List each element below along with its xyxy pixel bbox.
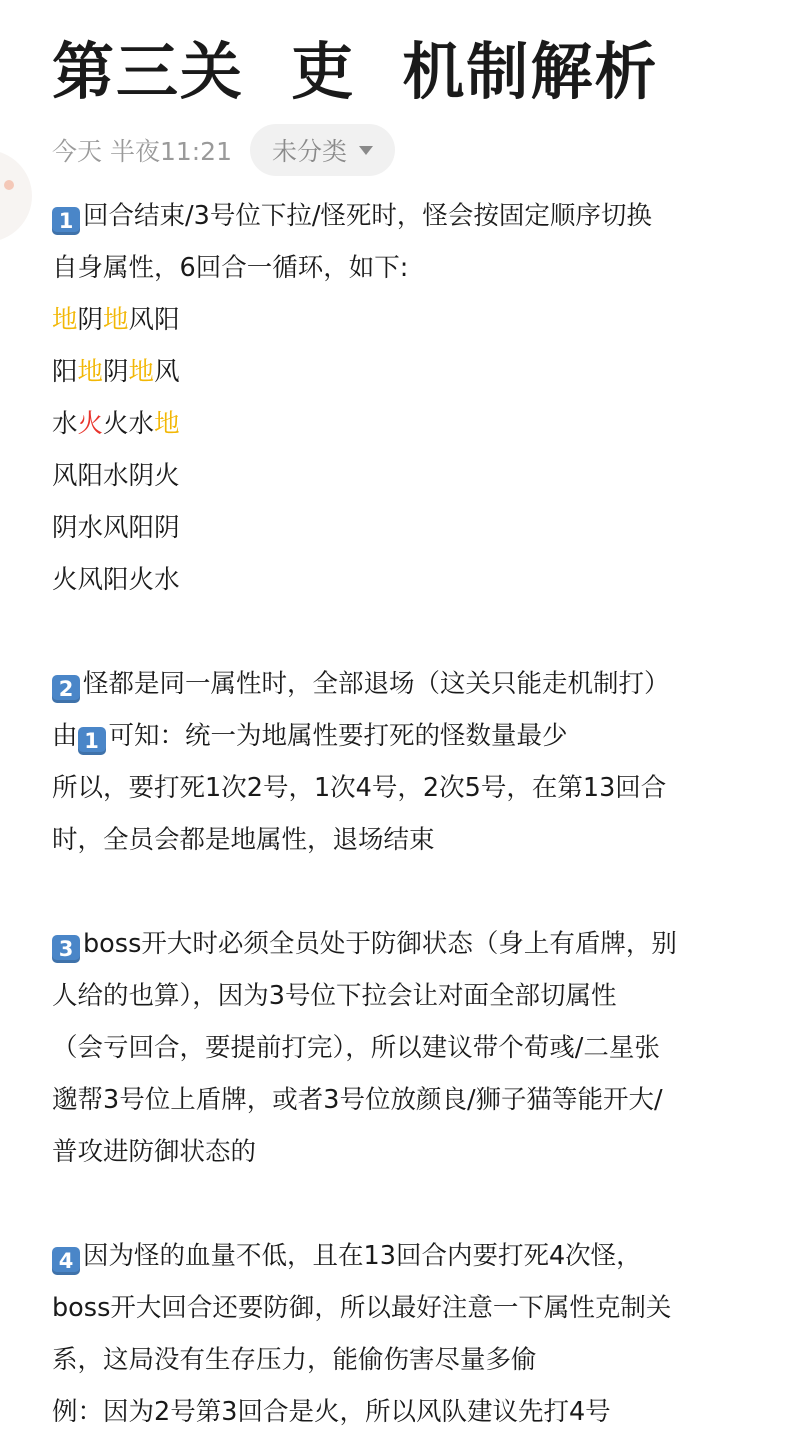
attribute-char: 火 — [128, 565, 155, 595]
attribute-char: 阳 — [77, 461, 104, 491]
attribute-char: 阳 — [154, 305, 180, 335]
attribute-char: 阳 — [128, 513, 155, 543]
side-decoration — [0, 150, 32, 242]
timestamp: 今天 半夜11:21 — [52, 137, 232, 166]
text: 因为怪的血量不低，且在13回合内要打死4次怪， — [83, 1241, 642, 1271]
attribute-char: 火 — [154, 461, 180, 491]
attribute-char: 阴 — [52, 513, 78, 543]
attribute-char: 风 — [154, 357, 180, 387]
category-dropdown[interactable] — [250, 124, 395, 176]
section-4-line: 例：因为2号第3回合是火，所以风队建议先打4号 — [52, 1397, 611, 1427]
section-2-line — [52, 710, 772, 762]
number-1-badge-icon: 1 — [78, 727, 106, 755]
section-3-line — [52, 918, 772, 970]
section-4-line: 系，这局没有生存压力，能偷伤害尽量多偷 — [52, 1345, 537, 1375]
text: 可知：统一为地属性要打死的怪数量最少 — [108, 721, 568, 751]
attribute-row — [52, 554, 772, 606]
attribute-char: 地 — [103, 305, 129, 335]
attribute-char: 阴 — [103, 357, 129, 387]
attribute-row — [52, 398, 772, 450]
text: 由 — [52, 721, 78, 751]
section-2-line: 所以，要打死1次2号，1次4号，2次5号，在第13回合 — [52, 773, 667, 803]
attribute-char: 火 — [52, 565, 78, 595]
attribute-char: 阴 — [128, 461, 155, 491]
attribute-char: 风 — [103, 513, 129, 543]
note-body — [52, 190, 772, 1438]
attribute-char: 火 — [103, 409, 129, 439]
attribute-char: 水 — [77, 513, 104, 543]
number-1-badge-icon: 1 — [52, 207, 80, 235]
attribute-char: 地 — [52, 305, 78, 335]
section-3-line: 人给的也算），因为3号位下拉会让对面全部切属性 — [52, 981, 617, 1011]
section-3-line: 普攻进防御状态的 — [52, 1137, 257, 1167]
attribute-char: 风 — [77, 565, 104, 595]
side-dot — [4, 180, 14, 190]
attribute-cycle-list — [52, 294, 772, 606]
attribute-char: 阴 — [154, 513, 180, 543]
section-2-line — [52, 658, 772, 710]
attribute-row — [52, 450, 772, 502]
attribute-char: 水 — [52, 409, 78, 439]
attribute-char: 水 — [128, 409, 155, 439]
text: 回合结束/3号位下拉/怪死时，怪会按固定顺序切换 — [83, 201, 652, 231]
attribute-char: 阴 — [77, 305, 104, 335]
attribute-char: 阳 — [52, 357, 78, 387]
attribute-row — [52, 294, 772, 346]
attribute-char: 风 — [52, 461, 78, 491]
text: boss开大时必须全员处于防御状态（身上有盾牌，别 — [83, 929, 677, 959]
category-label: 未分类 — [272, 137, 348, 166]
section-2-line: 时，全员会都是地属性，退场结束 — [52, 825, 435, 855]
number-3-badge-icon: 3 — [52, 935, 80, 963]
section-3-line: （会亏回合，要提前打完），所以建议带个荀彧/二星张 — [52, 1033, 660, 1063]
section-1-line — [52, 190, 772, 242]
attribute-char: 地 — [154, 409, 180, 439]
section-3-line: 邈帮3号位上盾牌，或者3号位放颜良/狮子猫等能开大/ — [52, 1085, 663, 1115]
attribute-char: 阳 — [103, 565, 129, 595]
page-title: 第三关 吏 机制解析 — [52, 35, 659, 108]
note-meta — [52, 124, 395, 176]
number-2-badge-icon: 2 — [52, 675, 80, 703]
attribute-char: 地 — [77, 357, 104, 387]
attribute-row — [52, 502, 772, 554]
attribute-char: 水 — [154, 565, 180, 595]
text: 怪都是同一属性时，全部退场（这关只能走机制打） — [83, 669, 670, 699]
attribute-row — [52, 346, 772, 398]
section-1-line: 自身属性，6回合一循环，如下: — [52, 253, 409, 283]
section-4-line — [52, 1230, 772, 1282]
chevron-down-icon — [359, 146, 373, 155]
attribute-char: 火 — [77, 409, 104, 439]
section-4-line: boss开大回合还要防御，所以最好注意一下属性克制关 — [52, 1293, 672, 1323]
attribute-char: 水 — [103, 461, 129, 491]
attribute-char: 风 — [128, 305, 155, 335]
attribute-char: 地 — [128, 357, 155, 387]
number-4-badge-icon: 4 — [52, 1247, 80, 1275]
